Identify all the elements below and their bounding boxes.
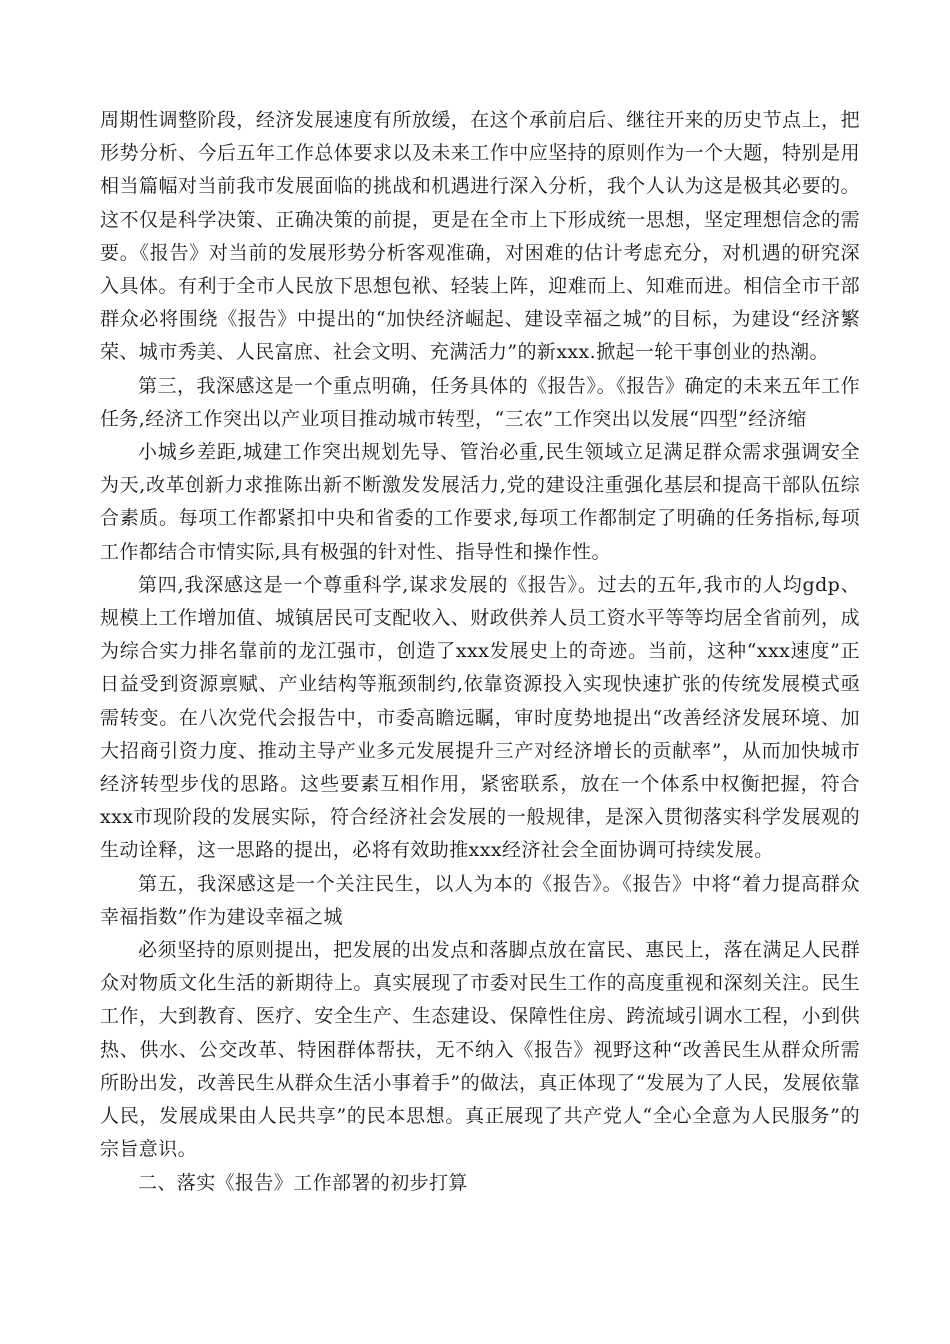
paragraph-fourth-point: 第四,我深感这是一个尊重科学,谋求发展的《报告》。过去的五年,我市的人均gdp、规模上工作增加值、城镇居民可支配收入、财政供养人员工资水平等等均居全省前列，成为综合实力排名靠前的龙江强市，创造了xxx发展史上的奇迹。当前，这种“xxx速度”正日益受到资源禀赋、产业结构等瓶颈制约,依靠资源投入实现快速扩张的传统发展模式亟需转变。在八次党代会报告中，市委高瞻远瞩，审时度势地提出“改善经济发展环境、加大招商引资力度、推动主导产业多元发展提升三产对经济增长的贡献率”，从而加快城市经济转型步伐的思路。这些要素互相作用，紧密联系，放在一个体系中权衡把握，符合xxx市现阶段的发展实际，符合经济社会发展的一般规律，是深入贯彻落实科学发展观的生动诠释，这一思路的提出，必将有效助推xxx经济社会全面协调可持续发展。 [100,573,860,862]
paragraph-third-point-continued: 小城乡差距,城建工作突出规划先导、管治必重,民生领域立足满足群众需求强调安全为天,改革创新力求推陈出新不断激发发展活力,党的建设注重强化基层和提高干部队伍综合素质。每项工作都紧扣中央和省委的工作要求,每项工作都制定了明确的任务指标,每项工作都结合市情实际,具有极强的针对性、指导性和操作性。 [100,441,860,563]
document-page [100,104,860,1200]
paragraph-third-point: 第三，我深感这是一个重点明确，任务具体的《报告》。《报告》确定的未来五年工作任务,经济工作突出以产业项目推动城市转型，“三农”工作突出以发展“四型”经济缩 [100,374,860,430]
paragraph-fifth-point: 第五，我深感这是一个关注民生，以人为本的《报告》。《报告》中将“着力提高群众幸福指数”作为建设幸福之城 [100,872,860,928]
paragraph-fifth-point-continued: 必须坚持的原则提出，把发展的出发点和落脚点放在富民、惠民上，落在满足人民群众对物质文化生活的新期待上。真实展现了市委对民生工作的高度重视和深刻关注。民生工作，大到教育、医疗、安全生产、生态建设、保障性住房、跨流域引调水工程，小到供热、供水、公交改革、特困群体帮扶，无不纳入《报告》视野这种“改善民生从群众所需所盼出发，改善民生从群众生活小事着手”的做法，真正体现了“发展为了人民，发展依靠人民，发展成果由人民共享”的民本思想。真正展现了共产党人“全心全意为人民服务”的宗旨意识。 [100,939,860,1161]
paragraph-continuation: 周期性调整阶段，经济发展速度有所放缓，在这个承前启后、继往开来的历史节点上，把形势分析、今后五年工作总体要求以及未来工作中应坚持的原则作为一个大题，特别是用相当篇幅对当前我市发展面临的挑战和机遇进行深入分析，我个人认为这是极其必要的。这不仅是科学决策、正确决策的前提，更是在全市上下形成统一思想，坚定理想信念的需要。《报告》对当前的发展形势分析客观准确，对困难的估计考虑充分，对机遇的研究深入具体。有利于全市人民放下思想包袱、轻装上阵，迎难而上、知难而进。相信全市干部群众必将围绕《报告》中提出的“加快经济崛起、建设幸福之城”的目标，为建设“经济繁荣、城市秀美、人民富庶、社会文明、充满活力”的新xxx.掀起一轮干事创业的热潮。 [100,109,860,364]
section-heading: 二、落实《报告》工作部署的初步打算 [138,1171,468,1194]
